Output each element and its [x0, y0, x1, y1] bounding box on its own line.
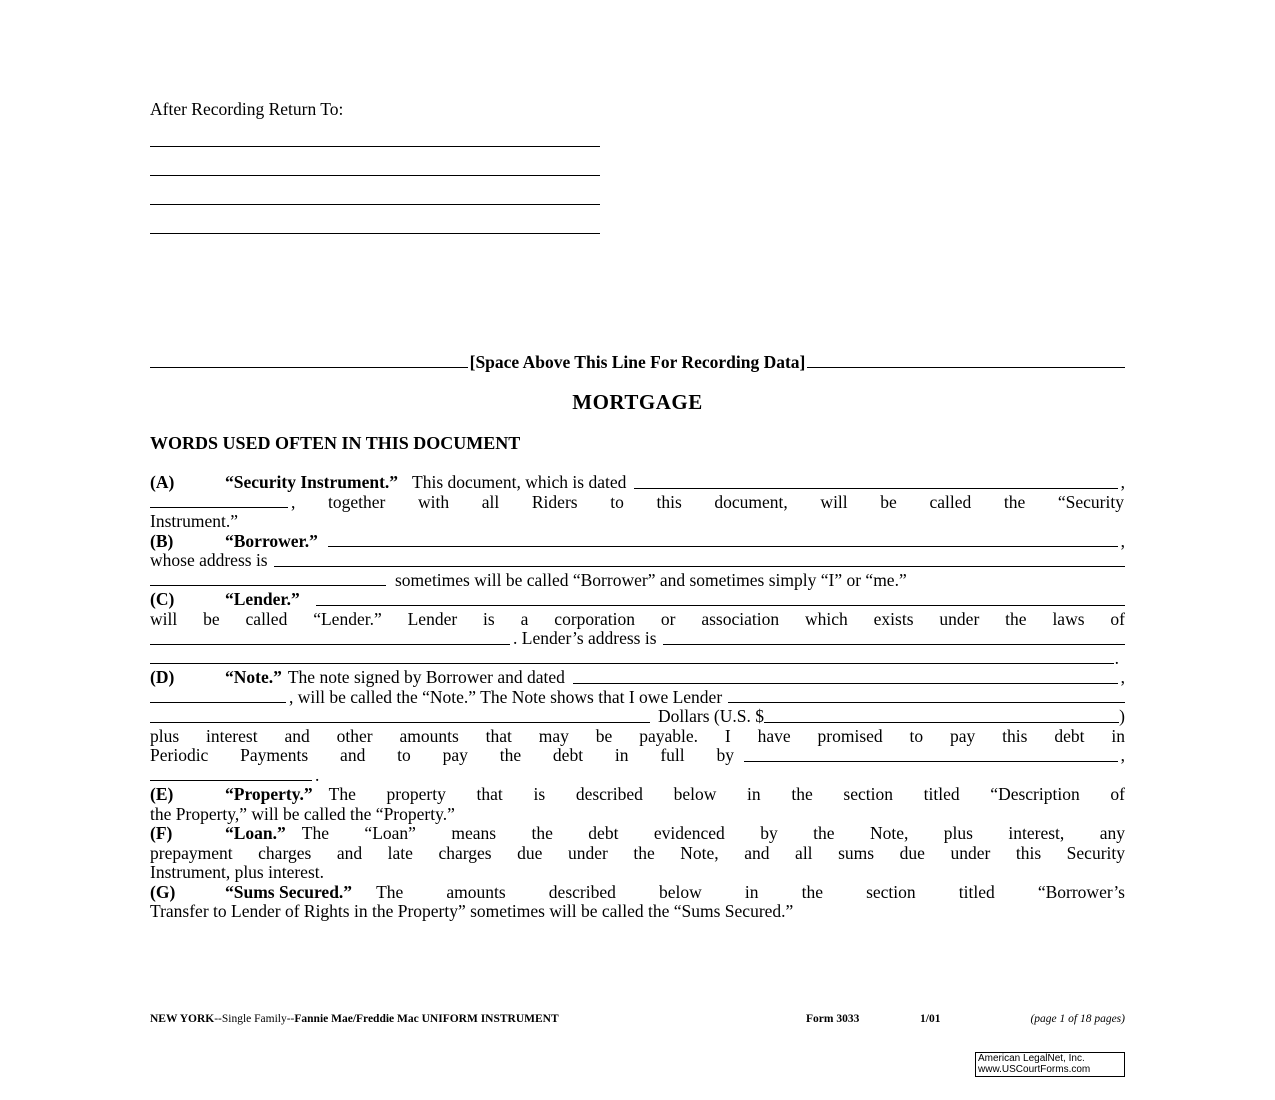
return-to-line-1[interactable]: [150, 146, 600, 147]
footer-page: (page 1 of 18 pages): [1030, 1013, 1125, 1025]
definition-f-line-1: [150, 824, 1125, 844]
definition-d-term: “Note.”: [225, 667, 282, 687]
definition-a-term: “Security Instrument.”: [225, 472, 399, 492]
definition-c-line-4: .: [150, 649, 1125, 669]
watermark-url: www.USCourtForms.com: [978, 1064, 1091, 1075]
definition-e-label: (E): [150, 784, 174, 804]
definitions-body: [150, 473, 1125, 922]
definition-d-text-5: Periodic Payments and to pay the debt in full by: [150, 745, 734, 765]
definition-e-text-2: the Property,” will be called the “Property.”: [150, 803, 455, 824]
divider-line-left: [150, 367, 468, 368]
definition-f-line-2: [150, 844, 1125, 864]
note-amount-words-field[interactable]: [728, 702, 1125, 703]
definition-g-term: “Sums Secured.”: [225, 881, 353, 902]
definition-a-line-3: [150, 512, 1125, 532]
definition-a-text-2: , together with all Riders to this document, will be called the “Security: [291, 491, 1124, 512]
definition-b-term: “Borrower.”: [225, 530, 318, 551]
definition-d-line-4: [150, 727, 1125, 747]
definition-f-term: “Loan.”: [225, 823, 286, 843]
watermark-company: American LegalNet, Inc.: [978, 1053, 1085, 1064]
definition-d-text: The note signed by Borrower and dated: [287, 667, 565, 687]
definition-f-line-3: [150, 863, 1125, 883]
definition-f-text-2: prepayment charges and late charges due under the Note, and all sums due under this Security: [150, 842, 1125, 863]
definition-b-label: (B): [150, 530, 174, 551]
divider-line-right: [807, 367, 1125, 368]
note-amount-words-field-2[interactable]: [150, 722, 650, 723]
definition-b-text: whose address is: [150, 550, 268, 570]
lender-address-field-2[interactable]: [150, 663, 1114, 664]
definition-a-line-1: (A) “Security Instrument.” This document, which is dated ,: [150, 472, 1125, 492]
definition-c-term: “Lender.”: [225, 589, 300, 609]
definition-b-line-3: [150, 571, 1125, 591]
definition-f-label: (F): [150, 823, 173, 843]
note-date-field[interactable]: [573, 683, 1118, 684]
definition-e-line-2: [150, 805, 1125, 825]
maturity-date-field[interactable]: [744, 761, 1118, 762]
definition-a-label: (A): [150, 472, 175, 492]
footer-instrument-name: Fannie Mae/Freddie Mac UNIFORM INSTRUMENT: [294, 1013, 559, 1025]
borrower-address-field[interactable]: [274, 566, 1125, 567]
return-to-line-3[interactable]: [150, 204, 600, 205]
definition-g-text-2: Transfer to Lender of Rights in the Property” sometimes will be called the “Sums Secured.”: [150, 901, 794, 921]
footer-date: 1/01: [920, 1013, 941, 1025]
note-amount-number-field[interactable]: [764, 722, 1119, 723]
borrower-address-field-2[interactable]: [150, 585, 386, 586]
definition-c-text: will be called “Lender.” Lender is a corporation or association which exists under the laws of: [150, 608, 1125, 629]
definition-d-line-6: .: [150, 766, 1125, 786]
definition-b-line-2: [150, 551, 1125, 571]
lender-address-field[interactable]: [663, 644, 1125, 645]
dated-field[interactable]: [634, 488, 1117, 489]
definition-d-line-5: Periodic Payments and to pay the debt in full by ,: [150, 745, 1125, 765]
definition-e-line-1: [150, 785, 1125, 805]
footer-state: NEW YORK: [150, 1013, 215, 1025]
definition-d-text-4: plus interest and other amounts that may be payable. I have promised to pay this debt in: [150, 725, 1125, 746]
note-year-field[interactable]: [150, 702, 286, 703]
lender-name-field[interactable]: [316, 605, 1125, 606]
maturity-year-field[interactable]: [150, 780, 312, 781]
footer-instrument: [150, 1013, 559, 1025]
definition-d-line-1: (D) “Note.” The note signed by Borrower and dated ,: [150, 667, 1125, 687]
definition-f-text-3: Instrument, plus interest.: [150, 862, 325, 882]
return-to-label: After Recording Return To:: [150, 99, 344, 119]
definition-a-text: This document, which is dated: [412, 472, 627, 492]
document-title: MORTGAGE: [572, 390, 703, 414]
section-heading: WORDS USED OFTEN IN THIS DOCUMENT: [150, 433, 521, 453]
definition-e-text: The property that is described below in the section titled “Description of: [328, 784, 1125, 804]
recording-space-label: [Space Above This Line For Recording Data]: [469, 352, 806, 372]
definition-d-line-3: Dollars (U.S. $ ): [150, 707, 1125, 727]
definition-g-line-1: [150, 883, 1125, 903]
definition-d-text-2: , will be called the “Note.” The Note shows that I owe Lender: [289, 686, 723, 707]
definition-b-line-1: (B) “Borrower.” ,: [150, 530, 1125, 551]
definition-d-text-3: Dollars (U.S. $: [658, 706, 764, 726]
definition-c-label: (C): [150, 589, 175, 609]
definition-e-term: “Property.”: [225, 784, 313, 804]
definition-c-line-3: [150, 629, 1125, 649]
definition-a-text-3: Instrument.”: [150, 511, 238, 531]
footer-type: --Single Family--: [214, 1013, 295, 1025]
definition-c-text-2: . Lender’s address is: [513, 628, 657, 648]
definition-c-line-2: [150, 610, 1125, 630]
definition-g-line-2: [150, 902, 1125, 922]
borrower-name-field[interactable]: [328, 546, 1118, 547]
definition-d-line-2: [150, 688, 1125, 708]
definition-f-text: The “Loan” means the debt evidenced by the Note, plus interest, any: [301, 823, 1125, 843]
definition-a-line-2: [150, 493, 1125, 513]
definition-g-label: (G): [150, 881, 176, 902]
dated-year-field[interactable]: [150, 507, 288, 508]
lender-laws-field[interactable]: [150, 644, 510, 645]
return-to-line-2[interactable]: [150, 175, 600, 176]
definition-b-text-2: sometimes will be called “Borrower” and sometimes simply “I” or “me.”: [395, 569, 907, 590]
definition-c-line-1: [150, 590, 1125, 610]
definition-d-label: (D): [150, 667, 175, 687]
recording-space-divider: [150, 352, 1125, 373]
footer-form: Form 3033: [806, 1013, 860, 1025]
legalnet-watermark: [975, 1052, 1125, 1077]
definition-g-text: The amounts described below in the section titled “Borrower’s: [376, 881, 1125, 902]
return-to-line-4[interactable]: [150, 233, 600, 234]
